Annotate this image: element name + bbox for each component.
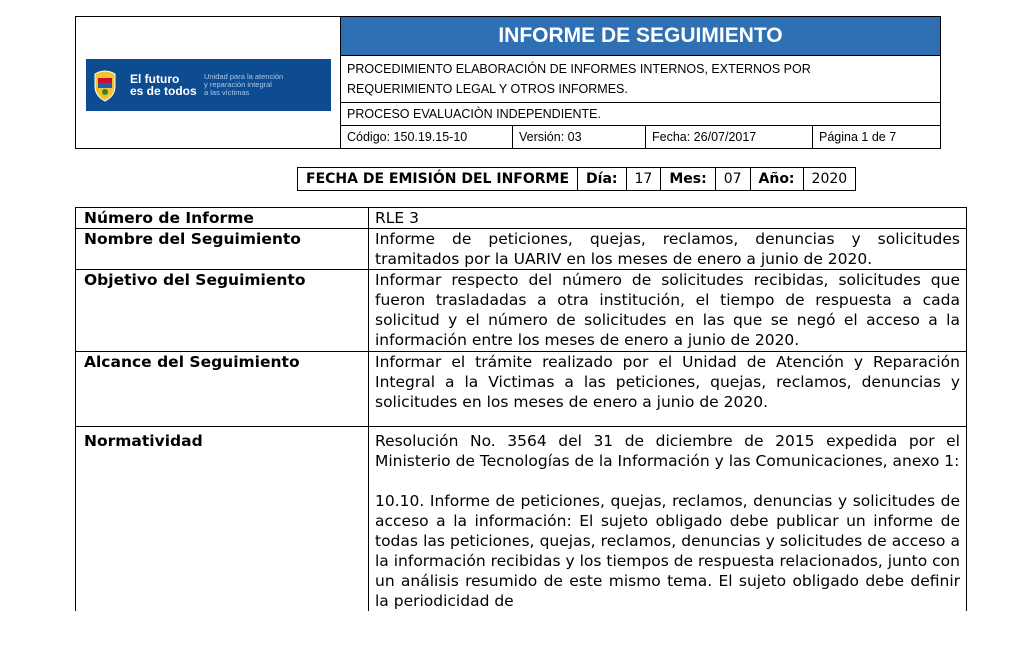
table-row [76, 427, 967, 612]
colombia-crest-icon [86, 63, 124, 107]
row-label-name: Nombre del Seguimiento [76, 229, 369, 270]
procedure-line2: REQUERIMIENTO LEGAL Y OTROS INFORMES. [347, 81, 628, 96]
row-value-regulation [369, 427, 967, 612]
row-value-report-number: RLE 3 [369, 208, 967, 229]
entity-line3: a las víctimas [204, 88, 250, 97]
table-row [76, 270, 967, 352]
process-name: PROCESO EVALUACIÒN INDEPENDIENTE. [341, 102, 941, 125]
row-label-scope: Alcance del Seguimiento [76, 352, 369, 427]
row-value-scope: Informar el trámite realizado por el Unidad de Atención y Reparación Integral a la Victimas a las peticiones, quejas, reclamos, denuncias y solicitudes en los meses de enero a junio de 2020. [369, 352, 967, 427]
table-row [76, 208, 967, 229]
document-version: Versión: 03 [513, 125, 646, 148]
document-code: Código: 150.19.15-10 [341, 125, 513, 148]
page-number: Página 1 de 7 [813, 125, 941, 148]
logo-cell [76, 17, 341, 149]
year-value: 2020 [811, 171, 848, 187]
row-value-objective: Informar respecto del número de solicitudes recibidas, solicitudes que fueron trasladadas a otra institución, el tiempo de respuesta a cada solicitud y el número de solicitudes en las que se negó el acceso a la información entre los meses de enero a junio de 2020. [369, 270, 967, 352]
regulation-paragraph-1: Resolución No. 3564 del 31 de diciembre de 2015 expedida por el Ministerio de Tecnologías de la Información y las Comunicaciones, anexo 1: [375, 432, 960, 470]
procedure-line1: PROCEDIMIENTO ELABORACIÓN DE INFORMES INTERNOS, EXTERNOS POR [347, 61, 811, 76]
slogan [130, 73, 200, 97]
document-header [75, 16, 941, 149]
row-label-regulation: Normatividad [76, 427, 369, 612]
entity-line2: y reparación integral [204, 80, 272, 89]
logo-banner [86, 59, 331, 111]
row-value-name: Informe de peticiones, quejas, reclamos, denuncias y solicitudes tramitados por la UARIV en los meses de enero a junio de 2020. [369, 229, 967, 270]
row-label-report-number: Número de Informe [76, 208, 369, 229]
document-date: Fecha: 26/07/2017 [646, 125, 813, 148]
entity-line1: Unidad para la atención [204, 72, 284, 81]
emission-date-bar [297, 167, 856, 191]
day-value: 17 [627, 168, 662, 190]
table-row [76, 229, 967, 270]
report-info-table [75, 207, 967, 611]
procedure-name [341, 55, 941, 102]
emission-label: FECHA DE EMISIÓN DEL INFORME [298, 168, 578, 190]
month-value: 07 [716, 168, 751, 190]
slogan-line2: es de todos [130, 84, 197, 98]
regulation-paragraph-2: 10.10. Informe de peticiones, quejas, reclamos, denuncias y solicitudes de acceso a la información: El sujeto obligado debe publicar un informe de todas las peticiones, quejas, reclamos, denuncias y solicitudes de acceso a la información recibidas y los tiempos de respuesta relacionados, junto con un análisis resumido de este mismo tema. El sujeto obligado debe definir la periodicidad de [375, 492, 960, 610]
slogan-line1: El futuro [130, 72, 180, 86]
table-row [76, 352, 967, 427]
document-title: INFORME DE SEGUIMIENTO [341, 17, 941, 56]
year-label: Año: [751, 168, 804, 190]
month-label: Mes: [661, 168, 715, 190]
row-label-objective: Objetivo del Seguimiento [76, 270, 369, 352]
entity-name [204, 73, 314, 97]
day-label: Día: [578, 168, 626, 190]
